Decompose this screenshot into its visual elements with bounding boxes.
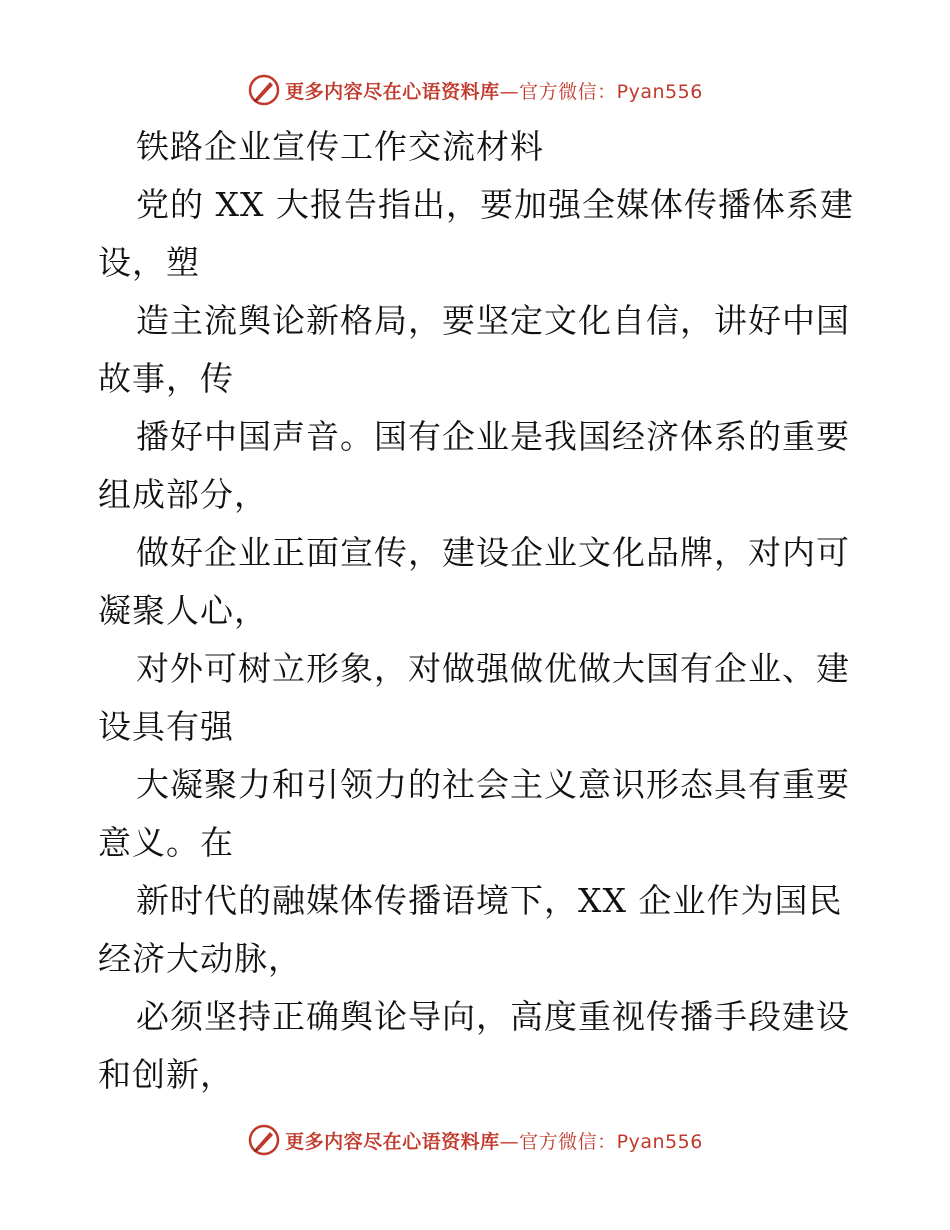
document-title: 铁路企业宣传工作交流材料 bbox=[136, 127, 544, 166]
watermark-wechat: 官方微信：Pyan556 bbox=[519, 1130, 703, 1153]
paragraph-line: 经济大动脉， bbox=[98, 939, 302, 978]
paragraph-line: 播好中国声音。国有企业是我国经济体系的重要 bbox=[136, 417, 850, 456]
paragraph-line: 意义。在 bbox=[98, 823, 234, 862]
paragraph-line: 设具有强 bbox=[98, 707, 234, 746]
paragraph-line: 造主流舆论新格局，要坚定文化自信，讲好中国 bbox=[136, 301, 850, 340]
watermark-banner-top bbox=[0, 70, 950, 110]
paragraph-line: 故事，传 bbox=[98, 359, 234, 398]
paragraph-line: 和创新， bbox=[98, 1055, 234, 1094]
watermark-separator: — bbox=[499, 1130, 520, 1153]
paragraph-line: 新时代的融媒体传播语境下，XX 企业作为国民 bbox=[136, 881, 843, 920]
watermark-text: 更多内容尽在心语资料库 bbox=[285, 80, 500, 103]
paragraph-line: 设，塑 bbox=[98, 243, 200, 282]
watermark-text: 更多内容尽在心语资料库 bbox=[285, 1130, 500, 1153]
paragraph-line: 凝聚人心， bbox=[98, 591, 268, 630]
paragraph-line: 必须坚持正确舆论导向，高度重视传播手段建设 bbox=[136, 997, 850, 1036]
paragraph-line: 组成部分， bbox=[98, 475, 268, 514]
paragraph-line: 做好企业正面宣传，建设企业文化品牌，对内可 bbox=[136, 533, 850, 572]
watermark-banner-bottom bbox=[0, 1120, 950, 1160]
watermark-wechat: 官方微信：Pyan556 bbox=[519, 80, 703, 103]
paragraph-line: 党的 XX 大报告指出，要加强全媒体传播体系建 bbox=[136, 185, 854, 224]
paragraph-line: 大凝聚力和引领力的社会主义意识形态具有重要 bbox=[136, 765, 850, 804]
pen-logo-icon bbox=[247, 73, 281, 107]
watermark-separator: — bbox=[499, 80, 520, 103]
document-body bbox=[98, 118, 858, 1104]
pen-logo-icon bbox=[247, 1123, 281, 1157]
paragraph-line: 对外可树立形象，对做强做优做大国有企业、建 bbox=[136, 649, 850, 688]
